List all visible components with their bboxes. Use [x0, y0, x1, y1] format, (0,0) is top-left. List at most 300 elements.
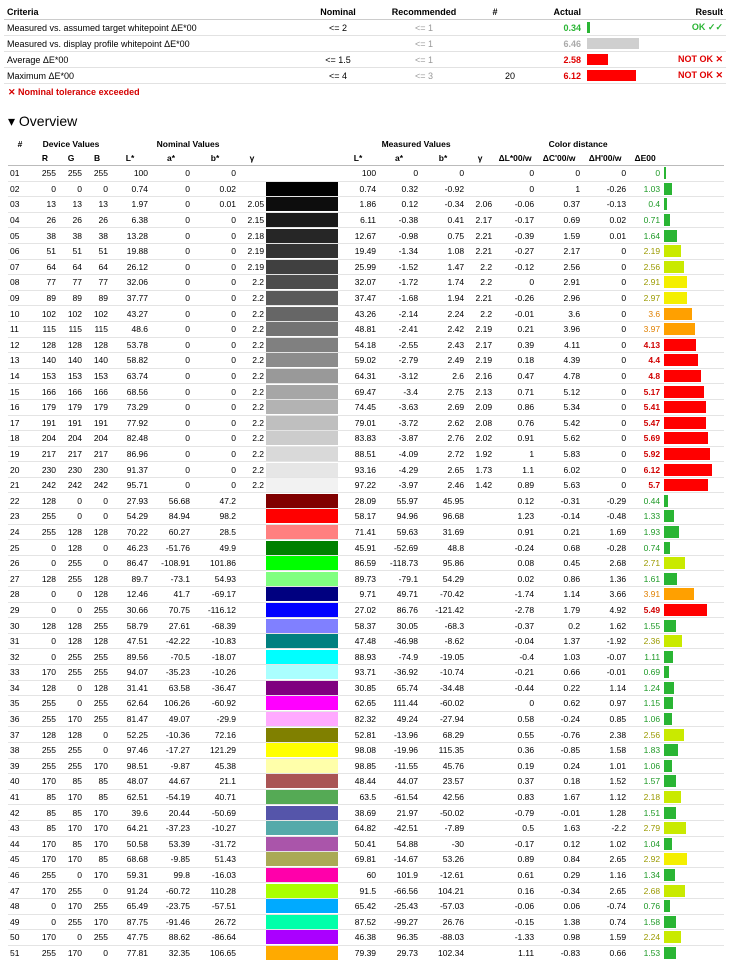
- measured-l: 83.83: [354, 433, 377, 444]
- device-g: 179: [67, 402, 82, 413]
- device-g: 255: [67, 916, 82, 927]
- measured-gamma: [466, 758, 494, 774]
- nominal-l: 64.21: [126, 823, 149, 834]
- delta-h: -0.74: [606, 901, 627, 912]
- measured-a: -0.98: [398, 230, 419, 241]
- table-row: [8, 742, 724, 758]
- nominal-l: 26.12: [126, 261, 149, 272]
- measured-b: 31.69: [442, 526, 465, 537]
- delta-e-bar-cell: [662, 618, 724, 634]
- measured-a: -1.72: [398, 277, 419, 288]
- device-r: 153: [41, 371, 56, 382]
- group-header-row: [8, 137, 724, 151]
- color-swatch-cell: [266, 353, 338, 369]
- patch-number: 36: [10, 714, 20, 725]
- measured-b: -60.02: [439, 698, 465, 709]
- delta-e: 2.18: [643, 792, 661, 803]
- patch-number: 11: [10, 324, 19, 335]
- criteria-bar-cell: [584, 68, 650, 84]
- delta-l: 0.21: [517, 324, 535, 335]
- measured-l: 58.37: [354, 620, 377, 631]
- criteria-header: Criteria: [4, 4, 300, 20]
- measured-b: 1.74: [447, 277, 465, 288]
- nominal-gamma: [238, 618, 266, 634]
- measured-gamma: 2.17: [475, 339, 493, 350]
- patch-number: 07: [10, 261, 20, 272]
- color-swatch-cell: [266, 290, 338, 306]
- delta-c: 4.78: [563, 371, 581, 382]
- measured-gamma: [466, 914, 494, 930]
- device-b: 128: [93, 636, 109, 647]
- delta-h: 1.69: [609, 526, 627, 537]
- measured-a: -52.69: [393, 542, 419, 553]
- nominal-b: 28.5: [219, 526, 237, 537]
- color-swatch-cell: [266, 524, 338, 540]
- device-g: 128: [67, 636, 82, 647]
- nominal-b: -69.17: [211, 589, 237, 600]
- table-row: [8, 914, 724, 930]
- criteria-recommended: <= 1: [376, 36, 472, 52]
- delta-c: 1.37: [563, 636, 581, 647]
- device-b: 255: [93, 932, 109, 943]
- delta-e-bar: [664, 370, 701, 382]
- delta-c: 4.11: [564, 339, 581, 350]
- measured-gamma: [466, 836, 494, 852]
- nominal-a: 0: [185, 448, 191, 459]
- criteria-bar-track: [587, 70, 643, 81]
- color-swatch-cell: [266, 805, 338, 821]
- color-swatch: [266, 790, 338, 804]
- delta-c: 5.12: [563, 386, 581, 397]
- table-row: [8, 399, 724, 415]
- delta-h: -0.29: [606, 495, 627, 506]
- delta-e: 5.7: [648, 480, 661, 491]
- measured-a: 0.12: [401, 199, 419, 210]
- device-b: 170: [93, 870, 109, 881]
- nominal-l: 63.74: [126, 371, 149, 382]
- device-g: 140: [67, 355, 82, 366]
- delta-e-bar-cell: [662, 587, 724, 603]
- device-r: 13: [46, 199, 56, 210]
- delta-c: 0.18: [563, 776, 581, 787]
- device-r: 217: [41, 448, 56, 459]
- measured-a: -2.41: [398, 324, 419, 335]
- patch-number: 17: [10, 417, 20, 428]
- measured-gamma: [466, 820, 494, 836]
- nominal-gamma: [238, 181, 266, 197]
- actual-header: Actual: [518, 4, 584, 20]
- color-swatch: [266, 712, 338, 726]
- criteria-bar-cell: [584, 52, 650, 68]
- delta-h: 1.02: [609, 838, 627, 849]
- device-b: 255: [93, 901, 109, 912]
- device-r: 170: [41, 838, 56, 849]
- nominal-a: -73.1: [170, 573, 191, 584]
- patch-number: 50: [10, 932, 20, 943]
- device-g: 38: [72, 230, 82, 241]
- nominal-b: 0.02: [219, 183, 237, 194]
- delta-e-bar: [664, 729, 684, 741]
- nominal-l: 0.74: [131, 183, 149, 194]
- nominal-a: 60.27: [168, 526, 191, 537]
- color-swatch: [266, 244, 338, 258]
- device-r: 0: [51, 558, 56, 569]
- color-swatch: [266, 463, 338, 477]
- delta-h: 0: [621, 261, 627, 272]
- delta-e-bar: [664, 495, 667, 507]
- nominal-b: 106.65: [210, 947, 237, 958]
- delta-e: 2.24: [643, 932, 661, 943]
- measured-b: 115.35: [438, 745, 465, 756]
- measured-a: -3.12: [398, 371, 419, 382]
- delta-l: 0.47: [517, 371, 535, 382]
- measured-b: 1.08: [447, 246, 465, 257]
- measured-a: 86.76: [396, 604, 419, 615]
- criteria-result: [650, 36, 726, 52]
- nominal-b: 98.2: [219, 511, 237, 522]
- delta-c: 0.29: [563, 870, 581, 881]
- measured-a: -36.92: [393, 667, 419, 678]
- criteria-result: NOT OK ✕: [650, 68, 726, 84]
- measured-gamma: [466, 805, 494, 821]
- nominal-a: -108.91: [161, 558, 191, 569]
- nominal-b: -60.92: [211, 698, 237, 709]
- color-swatch-cell: [266, 446, 338, 462]
- delta-c: 5.34: [563, 402, 581, 413]
- device-r: 77: [46, 277, 56, 288]
- delta-e-bar: [664, 744, 678, 756]
- nominal-b: 0: [231, 215, 237, 226]
- device-g: 170: [67, 854, 82, 865]
- recommended-header: Recommended: [376, 4, 472, 20]
- criteria-bar-cell: [584, 36, 650, 52]
- patch-number: 39: [10, 760, 20, 771]
- color-swatch: [266, 696, 338, 710]
- delta-e-bar: [664, 448, 710, 460]
- device-b: 242: [93, 480, 109, 491]
- nominal-a: 106.26: [164, 698, 191, 709]
- color-swatch: [266, 416, 338, 430]
- nominal-gamma: 2.19: [247, 246, 265, 257]
- r-header: R: [41, 153, 49, 163]
- measured-b: 95.86: [442, 558, 465, 569]
- nominal-gamma: 2.2: [252, 417, 265, 428]
- table-row: [8, 789, 724, 805]
- patch-number: 34: [10, 682, 20, 693]
- device-b: 0: [103, 729, 109, 740]
- device-b: 255: [93, 168, 109, 179]
- delta-e: 2.19: [643, 246, 661, 257]
- criteria-hash: [472, 20, 518, 36]
- delta-e-bar-cell: [662, 306, 724, 322]
- measured-l: 27.02: [354, 604, 377, 615]
- table-row: [8, 836, 724, 852]
- delta-c: 3.6: [568, 308, 581, 319]
- nominal-gamma: [238, 696, 266, 712]
- device-b: 128: [93, 339, 109, 350]
- color-swatch: [266, 899, 338, 913]
- delta-e: 1.55: [643, 620, 661, 631]
- criteria-table: [4, 4, 726, 84]
- measured-a: -79.1: [398, 573, 419, 584]
- device-b: 170: [93, 838, 109, 849]
- nominal-b: -31.72: [211, 838, 237, 849]
- nominal-l: 58.79: [126, 620, 149, 631]
- device-r: 85: [46, 792, 56, 803]
- device-g: 255: [67, 558, 82, 569]
- measured-b: 2.43: [447, 339, 465, 350]
- color-swatch-cell: [266, 337, 338, 353]
- delta-l: 0.89: [517, 480, 535, 491]
- measured-gamma: [466, 727, 494, 743]
- measured-l: 52.81: [354, 729, 377, 740]
- measured-gamma: 2.09: [475, 402, 493, 413]
- delta-e: 0.4: [648, 199, 661, 210]
- delta-l: 0.19: [517, 760, 535, 771]
- table-row: [8, 649, 724, 665]
- delta-c: 1.67: [563, 792, 581, 803]
- measured-a: 96.35: [396, 932, 419, 943]
- measured-b: 1.47: [447, 261, 465, 272]
- device-g: 170: [67, 901, 82, 912]
- delta-l: -0.79: [514, 807, 535, 818]
- color-swatch: [266, 478, 338, 492]
- delta-l: -0.4: [519, 651, 535, 662]
- patch-number: 31: [10, 636, 20, 647]
- delta-l: 1: [529, 448, 535, 459]
- device-b: 230: [93, 464, 109, 475]
- measured-gamma: 1.42: [475, 480, 493, 491]
- delta-c: 0.86: [563, 573, 581, 584]
- nominal-l: 59.31: [126, 870, 149, 881]
- nominal-b: 26.72: [214, 916, 237, 927]
- criteria-bar: [587, 22, 590, 33]
- patch-number: 22: [10, 495, 20, 506]
- table-row: [8, 711, 724, 727]
- measured-l: 93.71: [354, 667, 377, 678]
- color-swatch-cell: [266, 680, 338, 696]
- measured-a: -2.14: [398, 308, 419, 319]
- nominal-a: 27.61: [168, 620, 191, 631]
- delta-c: 0.12: [563, 838, 581, 849]
- nominal-gamma: [238, 555, 266, 571]
- measured-a: -11.55: [394, 760, 419, 771]
- measured-b: -34.48: [439, 682, 465, 693]
- measured-gamma: [466, 587, 494, 603]
- criteria-hash: [472, 36, 518, 52]
- delta-e-bar: [664, 635, 682, 647]
- nominal-a: 0: [185, 464, 191, 475]
- delta-e-bar-cell: [662, 337, 724, 353]
- measured-gamma: [466, 665, 494, 681]
- nominal-l: 62.64: [126, 698, 149, 709]
- delta-e-bar-cell: [662, 758, 724, 774]
- criteria-label: Average ΔE*00: [4, 52, 300, 68]
- delta-e-bar: [664, 620, 676, 632]
- color-swatch-cell: [266, 930, 338, 946]
- delta-e: 2.79: [643, 823, 661, 834]
- delta-e: 3.6: [648, 308, 661, 319]
- criteria-hash: [472, 52, 518, 68]
- nominal-l: 68.68: [126, 854, 149, 865]
- color-swatch: [266, 743, 338, 757]
- color-swatch: [266, 650, 338, 664]
- delta-e-bar: [664, 713, 672, 725]
- delta-l: 0.08: [517, 558, 535, 569]
- table-row: [8, 665, 724, 681]
- delta-h: 0.66: [609, 947, 627, 958]
- nominal-gamma: [238, 587, 266, 603]
- color-swatch: [266, 930, 338, 944]
- delta-e: 2.56: [643, 729, 661, 740]
- color-swatch-cell: [266, 275, 338, 291]
- nominal-a: 0: [185, 417, 191, 428]
- delta-e-bar-cell: [662, 649, 724, 665]
- measured-b: -70.42: [439, 589, 465, 600]
- delta-l: -2.78: [514, 604, 535, 615]
- delta-c: 5.83: [563, 448, 581, 459]
- color-swatch-cell: [266, 259, 338, 275]
- delta-e-bar: [664, 432, 708, 444]
- measured-l: 69.81: [354, 854, 377, 865]
- measured-b: 48.8: [447, 542, 465, 553]
- criteria-actual: 2.58: [518, 52, 584, 68]
- nominal-l: 62.51: [126, 792, 149, 803]
- delta-h: -0.48: [606, 511, 627, 522]
- delta-h: 0: [621, 402, 627, 413]
- delta-h: -0.01: [606, 667, 627, 678]
- table-row: [8, 524, 724, 540]
- device-b: 0: [103, 183, 109, 194]
- delta-e-bar: [664, 542, 670, 554]
- device-g: 85: [72, 807, 82, 818]
- delta-e-header: ΔE00: [634, 153, 656, 163]
- color-swatch-cell: [266, 602, 338, 618]
- color-distance-header: Color distance: [548, 139, 608, 149]
- delta-l: 0: [529, 183, 535, 194]
- nominal-l: 86.47: [126, 558, 149, 569]
- device-r: 26: [46, 215, 56, 226]
- nominal-gamma: [238, 742, 266, 758]
- delta-l: -0.06: [514, 199, 535, 210]
- measured-b: 2.72: [447, 448, 465, 459]
- delta-c: 1.38: [563, 916, 581, 927]
- overview-table: [8, 137, 724, 960]
- nominal-b: -36.47: [211, 682, 237, 693]
- delta-c: 2.96: [563, 293, 581, 304]
- nominal-a: 0: [185, 199, 191, 210]
- delta-c: 4.39: [563, 355, 581, 366]
- delta-e-bar: [664, 557, 685, 569]
- delta-c: 5.42: [563, 417, 581, 428]
- device-r: 191: [41, 417, 56, 428]
- measured-l: 19.49: [354, 246, 377, 257]
- device-b: 38: [98, 230, 109, 241]
- delta-e-bar-cell: [662, 212, 724, 228]
- delta-c: -0.24: [560, 714, 581, 725]
- device-g: 0: [77, 183, 82, 194]
- device-g: 0: [77, 589, 82, 600]
- delta-c: 0.22: [563, 682, 581, 693]
- nominal-gamma: 2.2: [252, 480, 265, 491]
- device-b: 0: [103, 947, 109, 958]
- nominal-gamma: 2.2: [252, 308, 265, 319]
- measured-a: -3.72: [398, 417, 419, 428]
- delta-e-bar: [664, 276, 687, 288]
- delta-e: 4.8: [648, 371, 661, 382]
- device-g: 115: [68, 324, 82, 335]
- nominal-l: 100: [133, 168, 149, 179]
- nominal-b: 0: [231, 433, 237, 444]
- device-r: 128: [41, 682, 56, 693]
- measured-l: 62.65: [354, 698, 377, 709]
- measured-gamma: [466, 852, 494, 868]
- delta-e-bar: [664, 308, 692, 320]
- delta-e-bar-cell: [662, 602, 724, 618]
- color-swatch-cell: [266, 649, 338, 665]
- device-r: 255: [41, 168, 56, 179]
- criteria-nominal: <= 2: [300, 20, 376, 36]
- measured-a: 0.32: [401, 183, 419, 194]
- measured-a: 111.44: [393, 698, 419, 709]
- measured-a: -19.96: [393, 745, 419, 756]
- delta-e: 0.76: [643, 901, 661, 912]
- measured-b: 1.94: [447, 293, 465, 304]
- column-header-row: [8, 151, 724, 166]
- delta-h: 0: [621, 168, 627, 179]
- delta-l: 0: [529, 168, 535, 179]
- overview-heading[interactable]: ▾ Overview: [8, 113, 78, 129]
- table-row: [8, 477, 724, 493]
- nominal-a: -9.87: [170, 760, 191, 771]
- device-b: 128: [93, 682, 109, 693]
- nominal-b: -50.69: [211, 807, 237, 818]
- color-swatch: [266, 821, 338, 835]
- delta-c: -0.31: [560, 495, 581, 506]
- measured-b: 68.29: [442, 729, 465, 740]
- measured-b: 2.46: [447, 480, 465, 491]
- measured-a: -1.34: [398, 246, 419, 257]
- criteria-bar-cell: [584, 20, 650, 36]
- table-row: [8, 602, 724, 618]
- device-r: 0: [51, 636, 56, 647]
- nominal-gamma: 2.2: [252, 293, 265, 304]
- nominal-l: 32.06: [126, 277, 149, 288]
- delta-c: 0.24: [563, 760, 581, 771]
- color-swatch-cell: [266, 431, 338, 447]
- device-values-header: Device Values: [42, 139, 100, 149]
- delta-l: -1.33: [514, 932, 535, 943]
- delta-e: 1.83: [643, 745, 661, 756]
- delta-l: -0.04: [514, 636, 535, 647]
- delta-e-bar-cell: [662, 197, 724, 213]
- color-swatch: [266, 837, 338, 851]
- device-b: 115: [94, 324, 109, 335]
- delta-e: 2.91: [643, 277, 661, 288]
- delta-e: 1.11: [644, 651, 661, 662]
- nominal-a: -91.46: [165, 916, 191, 927]
- measured-a: -118.73: [389, 558, 419, 569]
- measured-gamma: [466, 618, 494, 634]
- color-swatch-cell: [266, 867, 338, 883]
- measured-a: 29.73: [396, 947, 419, 958]
- measured-b: -50.02: [439, 807, 465, 818]
- device-r: 85: [46, 807, 56, 818]
- patch-number: 46: [10, 870, 20, 881]
- delta-l: -0.39: [514, 230, 535, 241]
- device-b: 255: [93, 698, 109, 709]
- criteria-bar: [587, 38, 639, 49]
